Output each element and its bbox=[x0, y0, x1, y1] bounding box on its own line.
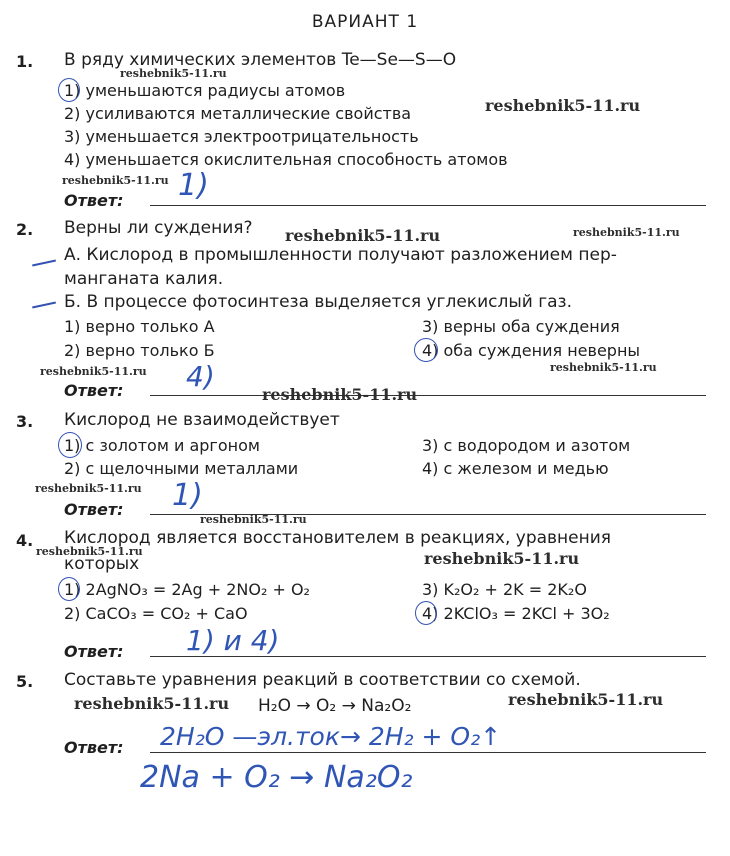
statement-mark bbox=[32, 260, 56, 267]
answer-line bbox=[150, 752, 706, 753]
selected-option-circle bbox=[58, 432, 82, 458]
watermark: reshebnik5-11.ru bbox=[550, 361, 657, 374]
question-3-handwritten-answer: 1) bbox=[172, 478, 203, 513]
watermark: reshebnik5-11.ru bbox=[573, 226, 680, 239]
watermark: reshebnik5-11.ru bbox=[424, 549, 580, 568]
watermark: reshebnik5-11.ru bbox=[485, 96, 641, 115]
question-2-statement-a: А. Кислород в промышленности получают разложением пер- bbox=[64, 245, 617, 265]
question-2-statement-a-cont: манганата калия. bbox=[64, 269, 224, 289]
question-5-handwritten-line-2: 2Na + O₂ → Na₂O₂ bbox=[140, 760, 413, 795]
watermark: reshebnik5-11.ru bbox=[62, 174, 169, 187]
question-5-number: 5. bbox=[16, 672, 34, 691]
answer-label: Ответ: bbox=[64, 191, 124, 210]
question-2-statement-b: Б. В процессе фотосинтеза выделяется углекислый газ. bbox=[64, 292, 572, 312]
question-4-text: Кислород является восстановителем в реакциях, уравнения bbox=[64, 528, 612, 548]
question-2-option-3: 3) верны оба суждения bbox=[422, 317, 620, 336]
selected-option-circle bbox=[58, 577, 80, 601]
answer-label: Ответ: bbox=[64, 381, 124, 400]
question-2-option-2: 2) верно только Б bbox=[64, 341, 215, 360]
question-5-text: Составьте уравнения реакций в соответствии со схемой. bbox=[64, 670, 581, 690]
question-2-text: Верны ли суждения? bbox=[64, 218, 253, 238]
watermark: reshebnik5-11.ru bbox=[285, 226, 441, 245]
watermark: reshebnik5-11.ru bbox=[35, 482, 142, 495]
question-5-handwritten-line-1: 2H₂O —эл.ток→ 2H₂ + O₂↑ bbox=[160, 722, 502, 751]
answer-label: Ответ: bbox=[64, 500, 124, 519]
question-4-option-2: 2) CaCO₃ = CO₂ + CaO bbox=[64, 604, 248, 623]
watermark: reshebnik5-11.ru bbox=[36, 545, 143, 558]
question-4-option-3: 3) K₂O₂ + 2K = 2K₂O bbox=[422, 580, 587, 599]
page-title: ВАРИАНТ 1 bbox=[311, 12, 419, 32]
question-1-option-1: 1) уменьшаются радиусы атомов bbox=[64, 81, 346, 100]
question-1-option-2: 2) усиливаются металлические свойства bbox=[64, 104, 412, 123]
question-3-option-3: 3) с водородом и азотом bbox=[422, 436, 631, 455]
question-2-number: 2. bbox=[16, 220, 34, 239]
selected-option-circle bbox=[414, 338, 438, 362]
question-4-handwritten-answer: 1) и 4) bbox=[186, 624, 280, 657]
answer-label: Ответ: bbox=[64, 738, 124, 757]
question-3-number: 3. bbox=[16, 412, 34, 431]
question-3-text: Кислород не взаимодействует bbox=[64, 410, 340, 430]
question-2-handwritten-answer: 4) bbox=[186, 360, 215, 393]
question-4-text-cont: которых bbox=[64, 554, 140, 574]
watermark: reshebnik5-11.ru bbox=[74, 694, 230, 713]
question-1-option-3: 3) уменьшается электроотрицательность bbox=[64, 127, 419, 146]
answer-line bbox=[150, 205, 706, 206]
question-4-number: 4. bbox=[16, 531, 34, 550]
question-4-option-4: 4) 2KClO₃ = 2KCl + 3O₂ bbox=[422, 604, 610, 623]
question-3-option-1: 1) с золотом и аргоном bbox=[64, 436, 260, 455]
selected-option-circle bbox=[415, 601, 437, 625]
question-1-number: 1. bbox=[16, 52, 34, 71]
question-1-option-4: 4) уменьшается окислительная способность атомов bbox=[64, 150, 508, 169]
watermark: reshebnik5-11.ru bbox=[200, 513, 307, 526]
selected-option-circle bbox=[58, 78, 80, 102]
question-3-option-4: 4) с железом и медью bbox=[422, 459, 609, 478]
statement-mark bbox=[32, 302, 56, 309]
watermark: reshebnik5-11.ru bbox=[508, 690, 664, 709]
watermark: reshebnik5-11.ru bbox=[262, 385, 418, 404]
question-3-option-2: 2) с щелочными металлами bbox=[64, 459, 299, 478]
question-1-handwritten-answer: 1) bbox=[178, 168, 209, 203]
question-4-option-1: 1) 2AgNO₃ = 2Ag + 2NO₂ + O₂ bbox=[64, 580, 310, 599]
question-2-option-4: 4) оба суждения неверны bbox=[422, 341, 641, 360]
answer-line bbox=[150, 395, 706, 396]
question-1-text: В ряду химических элементов Te—Se—S—O bbox=[64, 50, 457, 70]
watermark: reshebnik5-11.ru bbox=[120, 67, 227, 80]
question-5-scheme: H₂O → O₂ → Na₂O₂ bbox=[258, 696, 412, 716]
answer-label: Ответ: bbox=[64, 642, 124, 661]
watermark: reshebnik5-11.ru bbox=[40, 365, 147, 378]
question-2-option-1: 1) верно только А bbox=[64, 317, 215, 336]
